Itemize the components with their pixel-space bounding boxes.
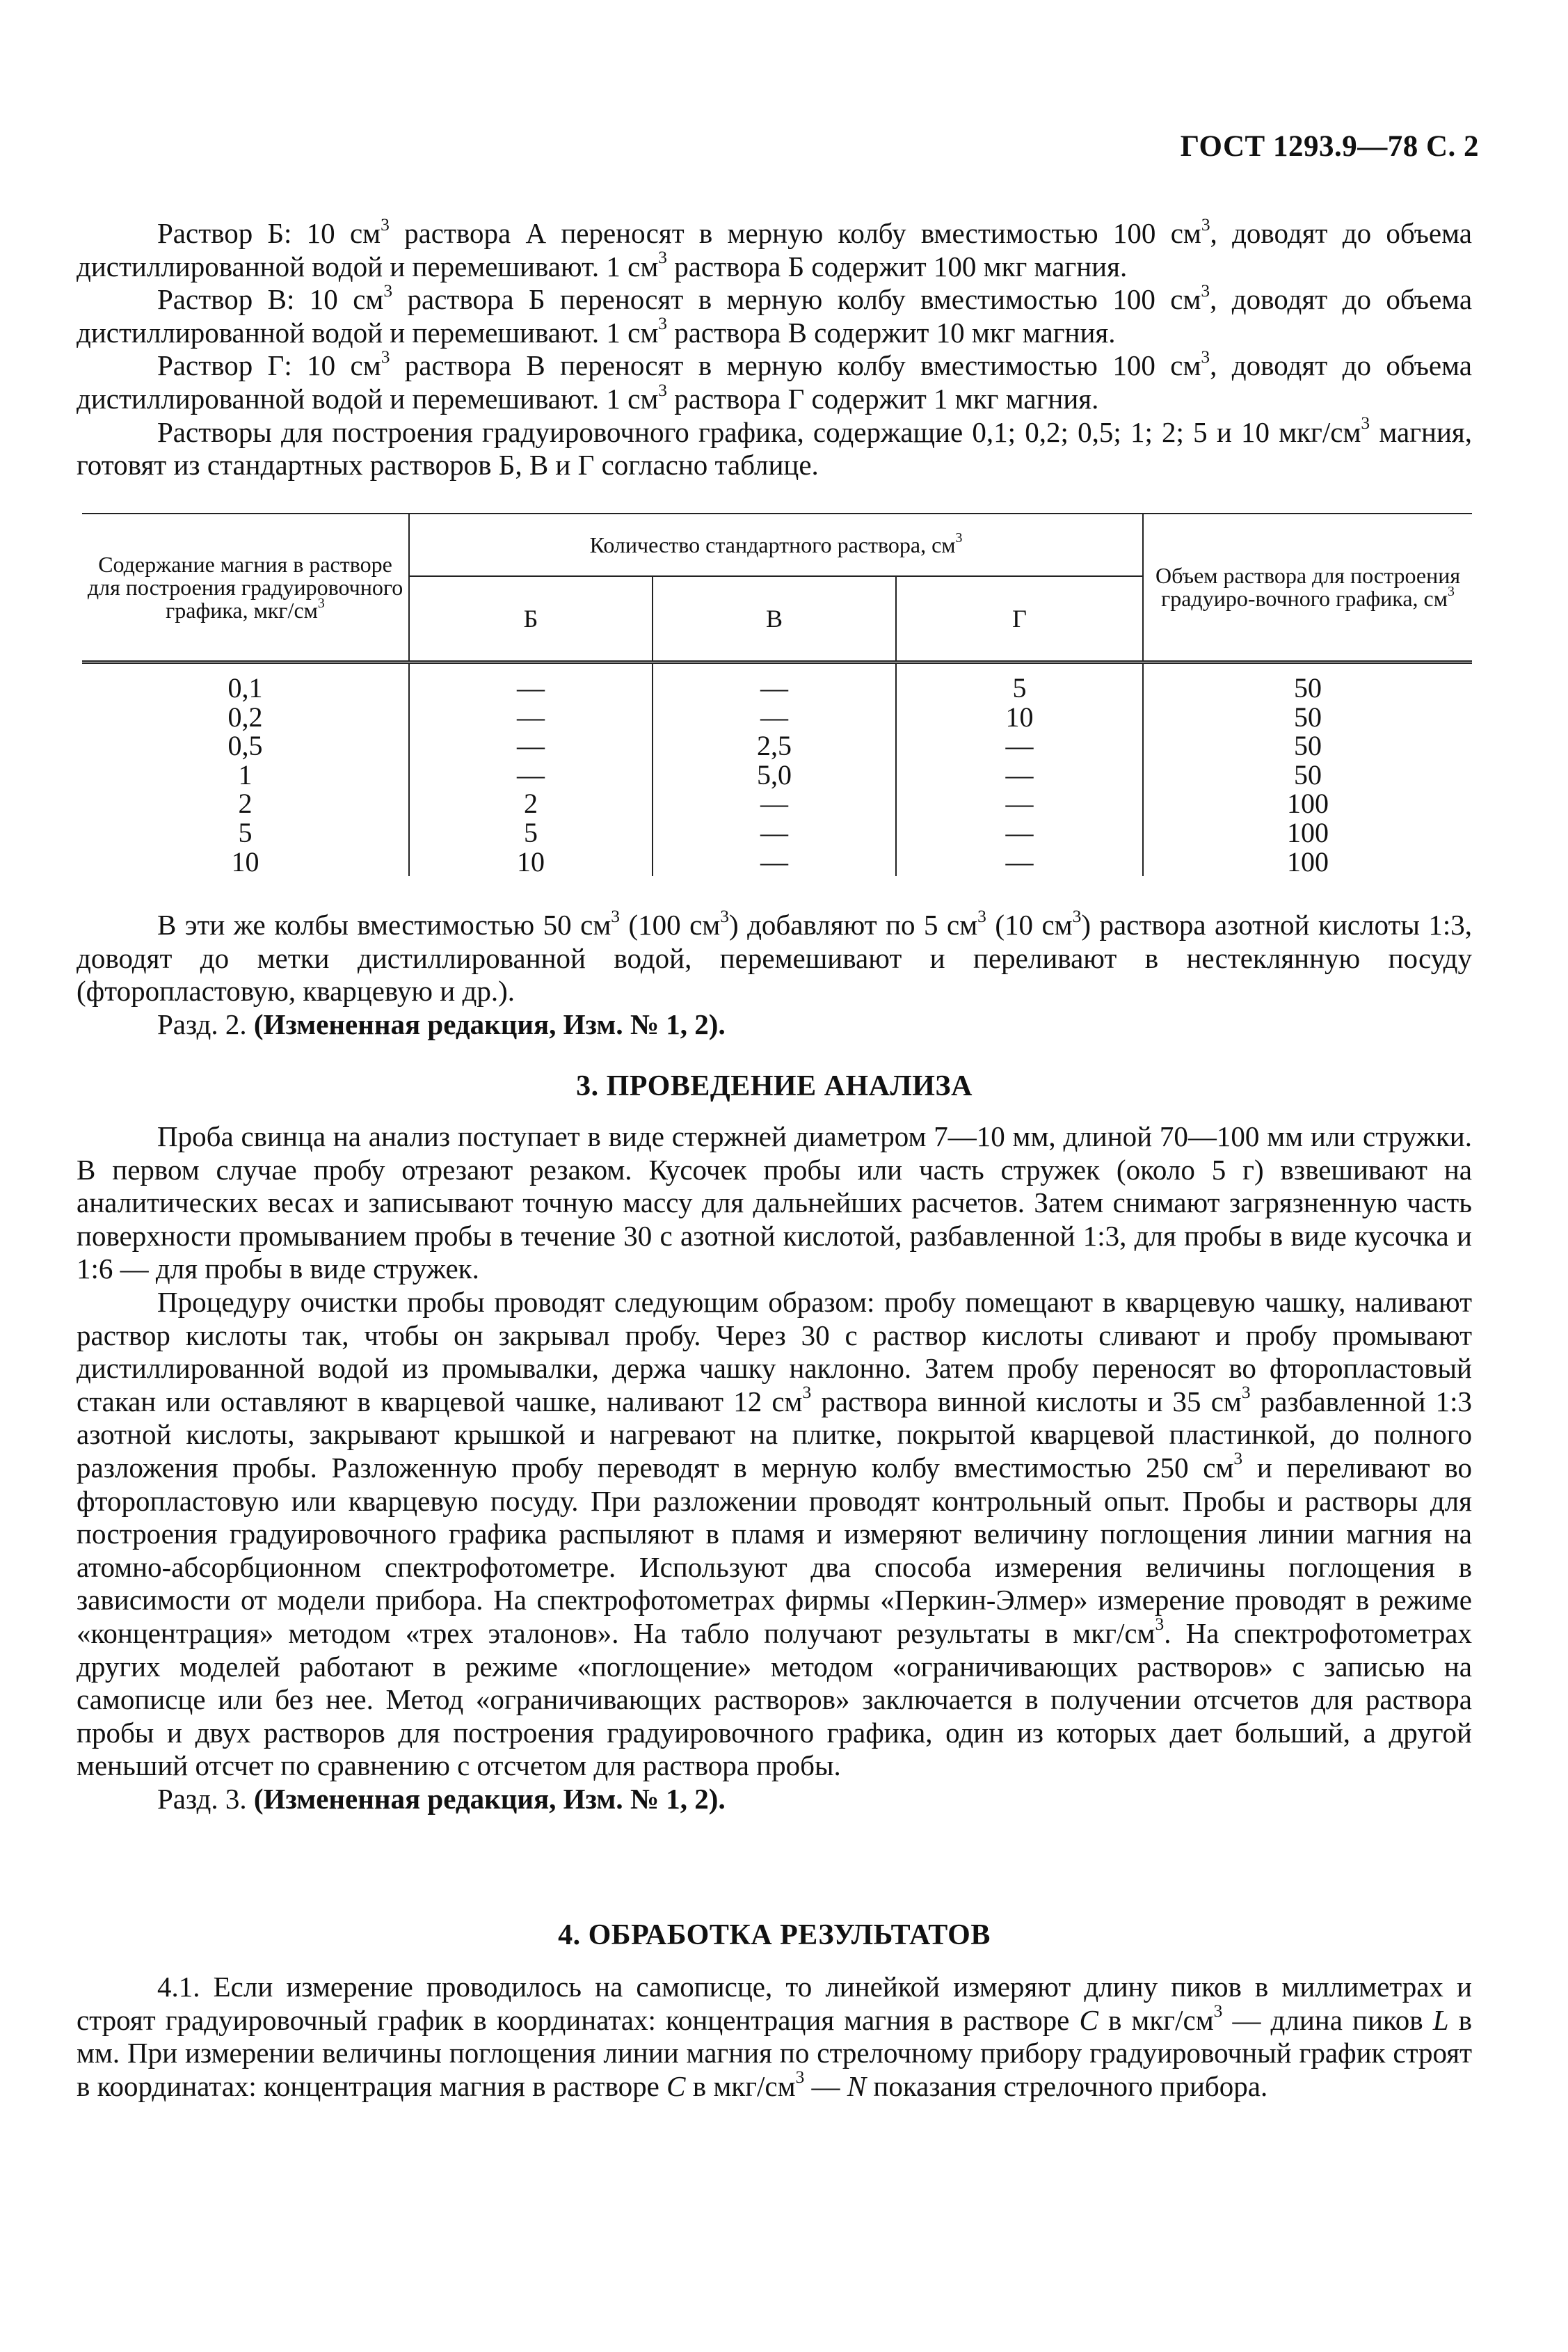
table-cell: 0,5 [227, 730, 263, 762]
table-cell: — [653, 789, 896, 818]
table-cell: 2 [238, 788, 253, 820]
section-3-heading: 3. ПРОВЕДЕНИЕ АНАЛИЗА [576, 1070, 973, 1102]
table-cell: — [896, 761, 1143, 790]
table-header-b: Б [409, 576, 653, 662]
table-header-v: В [653, 576, 896, 662]
table-cell: — [896, 731, 1143, 761]
table-row [82, 703, 1472, 732]
table-cell: 50 [1143, 703, 1472, 732]
paragraph-procedure: Процедуру очистки пробы проводят следующим образом: пробу помещают в кварцевую чашку, наливают раствор кислоты так, чтобы он закрывал пробу. Через 30 с раствор кислоты сливают и пробу промывают дистиллированной водой из промывалки, держа чашку наклонно. Затем пробу переносят во фторопластовый стакан или оставляют в кварцевой чашке, наливают 12 $см^3$ раствора винной кислоты и 35 $см^3$ разбавленной 1:3 азотной кислоты, закрывают крышкой и нагревают на плитке, покрытой кварцевой пластинкой, до полного разложения пробы. Разложенную пробу переводят в мерную колбу вместимостью 250 $см^3$ и переливают во фторопластовую или кварцевую посуду. При разложении проводят контрольный опыт. Пробы и растворы для построения градуировочного графика распыляют в пламя и измеряют величину поглощения линии магния на атомно-абсорбционном спектрофотометре. Используют два способа измерения величины поглощения в зависимости от модели прибора. На спектрофотометрах фирмы «Перкин-Элмер» измерение проводят в режиме «концентрация» методом «трех эталонов». На табло получают результаты в мкг/$см^3$. На спектрофотометрах других моделей работают в режиме «поглощение» методом «ограничивающих растворов» с записью на самописце или без нее. Метод «ограничивающих растворов» заключается в получении отсчетов для раствора пробы и двух растворов для построения градуировочного графика, один из которых дает больший, а другой меньший отсчет по сравнению с отсчетом для раствора пробы. [77, 1285, 1473, 1782]
table-row [82, 662, 1472, 703]
paragraph-solution-b: Раствор Б: 10 $см^3$ раствора А переносят в мерную колбу вместимостью 100 $см^3$, доводят до объема дистиллированной водой и перемешивают. 1 $см^3$ раствора Б содержит 100 мкг магния. [77, 214, 1472, 283]
table-row [82, 818, 1472, 848]
table-cell: 2,5 [653, 731, 896, 761]
table-cell: 100 [1143, 789, 1472, 818]
table-cell: 5 [409, 818, 653, 848]
table-cell: 50 [1143, 662, 1472, 703]
table-row [82, 731, 1472, 761]
table-header-concentration: Содержание магния в растворе для построения градуировочного графика, мкг/$см^3$ [82, 514, 409, 662]
table-cell: — [896, 789, 1143, 818]
paragraph-sample: Проба свинца на анализ поступает в виде стержней диаметром 7—10 мм, длиной 70—100 мм или стружки. В первом случае пробу отрезают резаком. Кусочек пробы или часть стружек (около 5 г) взвешивают на аналитических весах и записывают точную массу для дальнейших расчетов. Затем снимают загрязненную часть поверхности промыванием пробы в течение 30 с азотной кислотой, разбавленной 1:3, для пробы в виде кусочка и 1:6 — для пробы в виде стружек. [77, 1120, 1472, 1285]
paragraph-solution-g: Раствор Г: 10 $см^3$ раствора В переносят в мерную колбу вместимостью 100 $см^3$, доводят до объема дистиллированной водой и перемешивают. 1 $см^3$ раствора Г содержит 1 мкг магния. [77, 347, 1472, 415]
table-cell: 1 [238, 758, 253, 790]
table-cell: 100 [1143, 818, 1472, 848]
calibration-table [82, 513, 1472, 876]
table-cell: — [409, 761, 653, 790]
table-cell: 0,1 [82, 662, 409, 703]
table-cell: 50 [1143, 761, 1472, 790]
table-cell: — [653, 848, 896, 877]
table-header-volume: Объем раствора для построения градуиро-вочного графика, $см^3$ [1143, 514, 1472, 662]
intro-text [77, 214, 1473, 482]
table-row [82, 761, 1472, 790]
table-cell: 5 [896, 662, 1143, 703]
table-cell: — [653, 703, 896, 732]
paragraph-solution-v: Раствор В: 10 $см^3$ раствора Б переносят в мерную колбу вместимостью 100 $см^3$, доводят до объема дистиллированной водой и перемешивают. 1 $см^3$ раствора В содержит 10 мкг магния. [77, 280, 1473, 349]
table-cell: 50 [1143, 731, 1472, 761]
table-cell: 2 [409, 789, 653, 818]
section-3-text [77, 1120, 1472, 1815]
table-cell: — [409, 703, 653, 732]
table-body [82, 662, 1472, 877]
table-header-g: Г [896, 576, 1143, 662]
paragraph-calibration: Растворы для построения градуировочного графика, содержащие 0,1; 0,2; 0,5; 1; 2; 5 и 10 мкг/$см^3$ магния, готовят из стандартных растворов Б, В и Г согласно таблице. [77, 413, 1472, 482]
table-cell: 100 [1143, 848, 1472, 877]
after-table-text [77, 906, 1473, 1041]
section-4-text [77, 1971, 1472, 2103]
table-cell: 0,2 [227, 701, 263, 733]
revision-note-section-3: Разд. 3. (Измененная редакция, Изм. № 1, 2). [157, 1782, 726, 1815]
table-cell: — [896, 818, 1143, 848]
table-cell: — [896, 848, 1143, 877]
table-cell: 10 [409, 848, 653, 877]
table-cell: 10 [896, 703, 1143, 732]
paragraph-nitric-acid: В эти же колбы вместимостью 50 $см^3$ (100 $см^3$) добавляют по 5 $см^3$ (10 $см^3$) раствора азотной кислоты 1:3, доводят до метки дистиллированной водой, перемешивают и переливают в нестеклянную посуду (фторопластовую, кварцевую и др.). [77, 906, 1473, 1008]
page-header: ГОСТ 1293.9—78 С. 2 [1180, 130, 1479, 163]
table-cell: 5,0 [653, 761, 896, 790]
table-row [82, 848, 1472, 877]
table-cell: — [653, 662, 896, 703]
table-cell: 10 [231, 845, 259, 877]
paragraph-4-1: 4.1. Если измерение проводилось на самописце, то линейкой измеряют длину пиков в миллиметрах и строят градуировочный график в координатах: концентрация магния в растворе C в мкг/$см^3$ — длина пиков L в мм. При измерении величины поглощения линии магния по стрелочному прибору градуировочный график строят в координатах: концентрация магния в растворе C в мкг/$см^3$ — N показания стрелочного прибора. [77, 1971, 1473, 2102]
table-row [82, 789, 1472, 818]
table-cell: — [653, 818, 896, 848]
section-4-heading: 4. ОБРАБОТКА РЕЗУЛЬТАТОВ [558, 1919, 991, 1951]
table-header-standard-solution: Количество стандартного раствора, $см^3$ [409, 514, 1143, 576]
table-cell: 5 [238, 816, 253, 848]
table-cell: — [409, 731, 653, 761]
revision-note-section-2: Разд. 2. (Измененная редакция, Изм. № 1, 2). [157, 1008, 726, 1040]
table-cell: — [409, 662, 653, 703]
